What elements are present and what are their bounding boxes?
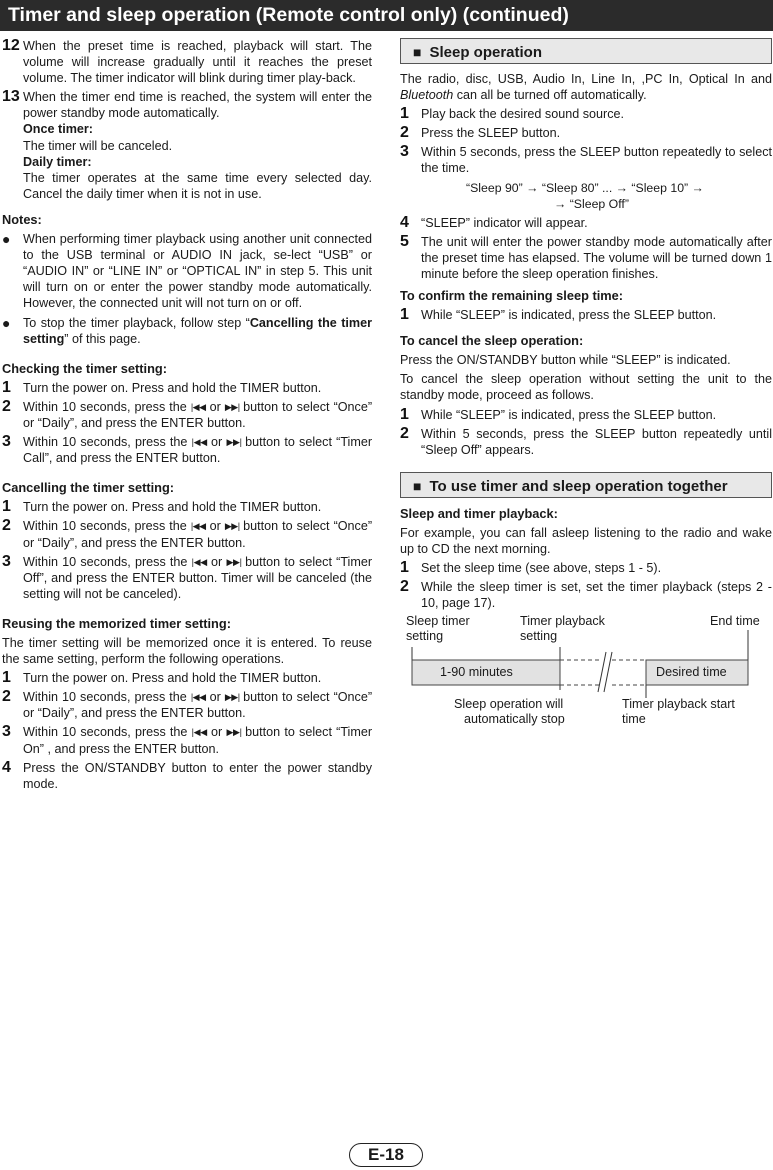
playback-start-label: Timer playback start [622,697,735,711]
timer-sleep-together-header [400,472,772,498]
step-text [23,518,372,550]
step-text: “SLEEP” indicator will appear. [421,215,588,230]
step-number: 12 [2,37,20,54]
step-number: 1 [400,306,409,324]
step-number: 1 [400,405,409,423]
skip-next-icon: ▶▶| [224,401,240,412]
together-step-1 [400,560,772,576]
step-text: Turn the power on. Press and hold the TIMER button. [23,380,322,395]
step-text: When the preset time is reached, playback will start. The volume will increase gradually until it reaches the preset volume. The timer indicator will blink during timer play-back. [23,39,372,86]
or-text: or [211,554,223,569]
step-number: 1 [2,498,11,516]
section-title: To use timer and sleep operation together [429,477,728,495]
note-2-post: ” of this page. [64,331,141,346]
sleep-step-4 [400,215,772,231]
sleep-step-3 [400,144,772,176]
step-text: While the sleep timer is set, set the timer playback (steps 2 - 10, page 17). [421,580,772,611]
confirm-heading: To confirm the remaining sleep time: [400,287,624,303]
step-text: Within 5 seconds, press the SLEEP button repeatedly to select the time. [421,145,772,176]
once-timer-label: Once timer: [23,122,93,137]
step-number: 3 [2,433,11,451]
sleep-timer-label: Sleep timer [406,614,470,628]
sleep-timer-label-2: setting [406,629,444,643]
or-text: or [211,435,223,450]
right-column [400,38,772,614]
note-2 [2,315,372,347]
together-step-2 [400,579,772,611]
step-text: Press the ON/STANDBY button to enter the power standby mode. [23,760,372,791]
step-number: 2 [2,397,11,415]
step-number: 3 [2,723,11,741]
timer-playback-label-2: setting [520,629,558,643]
sleep-step-5 [400,234,772,282]
step-post: button to select “Once” or “Daily”, and press the ENTER button. [23,399,373,430]
step-text: While “SLEEP” is indicated, press the SLEEP button. [421,308,717,323]
step-post: button to select “Once” or “Daily”, and press the ENTER button. [23,519,373,550]
intro-italic: Bluetooth [400,88,454,103]
step-post: button to select “Once” or “Daily”, and press the ENTER button. [23,690,373,721]
step-text: Within 5 seconds, press the SLEEP button repeatedly until “Sleep Off” appears. [421,426,772,457]
sleep-stop-label-2: automatically stop [464,712,565,726]
step-pre: Within 10 seconds, press the [23,725,188,740]
step-text: Turn the power on. Press and hold the TIMER button. [23,500,322,515]
sequence-line-2: → “Sleep Off” [554,196,629,211]
skip-previous-icon: |◀◀ [190,692,206,703]
checking-step-1 [2,380,372,396]
black-square-icon: ■ [413,477,422,494]
intro-pre: The radio, disc, USB, Audio In, Line In, ,PC In, Optical In and [400,72,772,86]
or-text: or [209,690,221,705]
note-1 [2,231,372,311]
checking-step-3 [2,434,372,466]
reusing-step-2 [2,689,372,721]
checking-heading: Checking the timer setting: [2,360,167,376]
step-text: Set the sleep time (see above, steps 1 - 5). [421,561,662,576]
step-pre: Within 10 seconds, press the [23,554,188,569]
cancelling-step-3 [2,554,372,602]
step-number: 2 [400,124,409,142]
cancelling-heading: Cancelling the timer setting: [2,480,175,496]
skip-previous-icon: |◀◀ [191,437,207,448]
notes-heading: Notes: [2,211,42,227]
step-pre: Within 10 seconds, press the [23,690,187,705]
step-number: 3 [400,143,409,161]
step-number: 1 [2,669,11,687]
note-2-pre: To stop the timer playback, follow step “ [23,315,250,330]
step-12 [2,38,372,86]
skip-next-icon: ▶▶| [226,556,241,567]
step-number: 1 [400,559,409,577]
skip-previous-icon: |◀◀ [191,727,207,738]
step-number: 4 [400,213,409,231]
step-pre: Within 10 seconds, press the [23,399,187,414]
step-text [23,554,372,602]
sequence-line-1: “Sleep 90” → “Sleep 80” ... → “Sleep 10” → [466,180,704,195]
step-13 [2,89,372,202]
step-13-text: When the timer end time is reached, the system will enter the power standby mode automatically. [23,90,372,121]
sleep-timer-playback-heading: Sleep and timer playback: [400,505,558,521]
skip-previous-icon: |◀◀ [190,521,206,532]
step-number: 4 [2,758,11,776]
step-number: 5 [400,232,409,250]
section-title: Sleep operation [429,44,542,61]
daily-timer-text: The timer operates at the same time every selected day. Cancel the daily timer when it is not in use. [23,170,372,201]
reusing-step-1 [2,670,372,686]
step-number: 2 [2,517,11,535]
once-timer-text: The timer will be canceled. [23,138,173,153]
confirm-step-1 [400,307,772,323]
cancel-sleep-step-2 [400,426,772,458]
or-text: or [209,399,221,414]
or-text: or [211,725,223,740]
reusing-intro: The timer setting will be memorized once it is entered. To reuse the same setting, perform the following operations. [2,636,372,667]
intro-post: can all be turned off automatically. [453,88,647,103]
reusing-heading: Reusing the memorized timer setting: [2,615,231,631]
sleep-stop-label: Sleep operation will [454,697,564,711]
bullet-dot-icon: ● [2,314,11,331]
note-2-link: Cancelling the timer setting [23,315,372,346]
step-text [23,399,372,431]
step-post: button to select “Timer Call”, and press the ENTER button. [23,435,373,466]
desired-time-label: Desired time [656,665,727,679]
playback-start-label-2: time [622,712,646,726]
step-text [23,434,372,466]
cancel-sleep-step-1 [400,407,772,423]
skip-next-icon: ▶▶| [224,521,240,532]
step-text: The unit will enter the power standby mode automatically after the preset time has elapsed. The volume will be turned down 1 minute before the sleep operation finishes. [421,234,772,281]
or-text: or [209,519,221,534]
timer-playback-label: Timer playback [520,614,605,628]
step-number: 2 [2,688,11,706]
step-pre: Within 10 seconds, press the [23,435,188,450]
skip-previous-icon: |◀◀ [191,556,207,567]
sleep-sequence [400,180,772,212]
step-number: 13 [2,88,20,106]
cancel-sleep-text-1: Press the ON/STANDBY button while “SLEEP” is indicated. [400,353,731,368]
reusing-step-3 [2,724,372,756]
note-2-text [23,315,372,347]
page-number: E-18 [349,1143,423,1167]
step-text: Turn the power on. Press and hold the TIMER button. [23,671,322,686]
timeline-diagram [400,608,772,738]
sleep-operation-header [400,38,772,64]
cancel-sleep-text-2: To cancel the sleep operation without setting the unit to the standby mode, proceed as follows. [400,372,772,403]
skip-next-icon: ▶▶| [226,727,241,738]
step-text: Press the SLEEP button. [421,126,561,141]
step-text: Play back the desired sound source. [421,107,625,122]
note-1-text: When performing timer playback using another unit connected to the USB terminal or AUDIO IN jack, se-lect “USB” or “AUDIO IN” or “LINE IN” or “OPTICAL IN” in step 5. This unit will turn on or enter the power standby mode automatically. However, the connected unit will not turn on or off. [23,232,372,311]
checking-step-2 [2,399,372,431]
sleep-step-1 [400,106,772,122]
step-number: 2 [400,424,409,442]
sleep-step-2 [400,125,772,141]
cancelling-step-1 [2,499,372,515]
cancelling-step-2 [2,518,372,550]
black-square-icon: ■ [413,44,422,60]
step-text [23,724,372,756]
step-number: 3 [2,552,11,570]
step-post: button to select “Timer Off”, and press the ENTER button. Timer will be canceled (the setting will not be canceled). [23,554,373,601]
step-text [23,689,372,721]
together-intro: For example, you can fall asleep listening to the radio and wake up to CD the next morning. [400,525,772,556]
skip-previous-icon: |◀◀ [190,401,206,412]
step-number: 1 [2,378,11,396]
step-text: While “SLEEP” is indicated, press the SLEEP button. [421,407,717,422]
reusing-step-4 [2,760,372,792]
cancel-sleep-heading: To cancel the sleep operation: [400,333,584,349]
step-post: button to select “Timer On” , and press the ENTER button. [23,725,373,756]
skip-next-icon: ▶▶| [224,692,240,703]
bullet-dot-icon: ● [2,231,11,248]
daily-timer-label: Daily timer: [23,154,92,169]
page-title: Timer and sleep operation (Remote control only) (continued) [0,0,773,31]
step-pre: Within 10 seconds, press the [23,519,187,534]
sleep-intro [400,71,772,103]
step-number: 2 [400,578,409,596]
minutes-label: 1-90 minutes [440,665,513,679]
step-text [23,89,372,202]
left-column [2,38,372,795]
end-time-label: End time [710,614,760,628]
skip-next-icon: ▶▶| [226,437,241,448]
step-number: 1 [400,105,409,123]
